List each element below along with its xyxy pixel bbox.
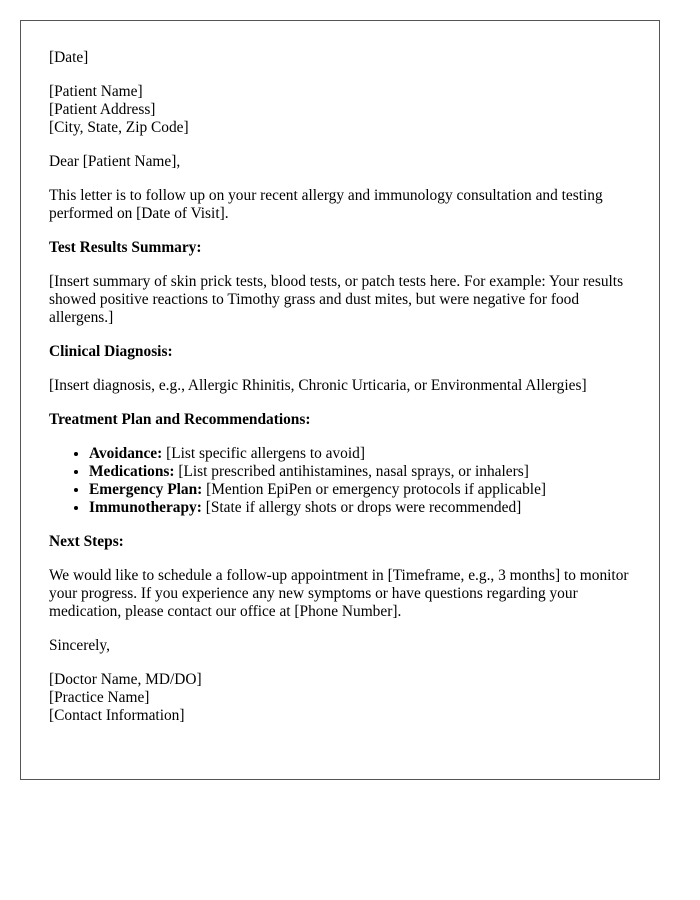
- signature-practice: [Practice Name]: [49, 689, 150, 706]
- letter-date: [Date]: [49, 49, 89, 66]
- letter-frame: [20, 20, 660, 780]
- treatment-heading: Treatment Plan and Recommendations:: [49, 411, 311, 428]
- next-steps-body: We would like to schedule a follow-up appointment in [Timeframe, e.g., 3 months] to monitor your progress. If you experience any new symptoms or have questions regarding your medication, please contact our office at [Phone Number].: [49, 567, 629, 620]
- recipient-block: [49, 83, 631, 137]
- intro-paragraph: This letter is to follow up on your recent allergy and immunology consultation and testing performed on [Date of Visit].: [49, 187, 603, 222]
- diagnosis-heading: Clinical Diagnosis:: [49, 343, 173, 360]
- treatment-text: [List prescribed antihistamines, nasal sprays, or inhalers]: [174, 463, 529, 480]
- treatment-list: [49, 445, 631, 517]
- treatment-item-emergency-plan: [89, 481, 631, 499]
- treatment-item-medications: [89, 463, 631, 481]
- recipient-city-state-zip: [City, State, Zip Code]: [49, 119, 189, 136]
- recipient-name: [Patient Name]: [49, 83, 143, 100]
- treatment-text: [Mention EpiPen or emergency protocols if applicable]: [202, 481, 547, 498]
- signature-doctor: [Doctor Name, MD/DO]: [49, 671, 202, 688]
- signature-contact: [Contact Information]: [49, 707, 185, 724]
- treatment-term: Avoidance:: [89, 445, 163, 462]
- test-results-body: [Insert summary of skin prick tests, blood tests, or patch tests here. For example: Your results showed positive reactions to Timothy grass and dust mites, but were negative for food allergens.]: [49, 273, 624, 326]
- treatment-term: Medications:: [89, 463, 175, 480]
- closing: Sincerely,: [49, 637, 110, 654]
- treatment-item-avoidance: [89, 445, 631, 463]
- salutation: Dear [Patient Name],: [49, 153, 181, 170]
- diagnosis-body: [Insert diagnosis, e.g., Allergic Rhinitis, Chronic Urticaria, or Environmental Allergies]: [49, 377, 587, 394]
- recipient-address: [Patient Address]: [49, 101, 156, 118]
- next-steps-heading: Next Steps:: [49, 533, 124, 550]
- treatment-text: [List specific allergens to avoid]: [162, 445, 365, 462]
- treatment-item-immunotherapy: [89, 499, 631, 517]
- treatment-text: [State if allergy shots or drops were recommended]: [201, 499, 522, 516]
- test-results-heading: Test Results Summary:: [49, 239, 202, 256]
- treatment-term: Immunotherapy:: [89, 499, 202, 516]
- treatment-term: Emergency Plan:: [89, 481, 203, 498]
- signature-block: [49, 671, 631, 725]
